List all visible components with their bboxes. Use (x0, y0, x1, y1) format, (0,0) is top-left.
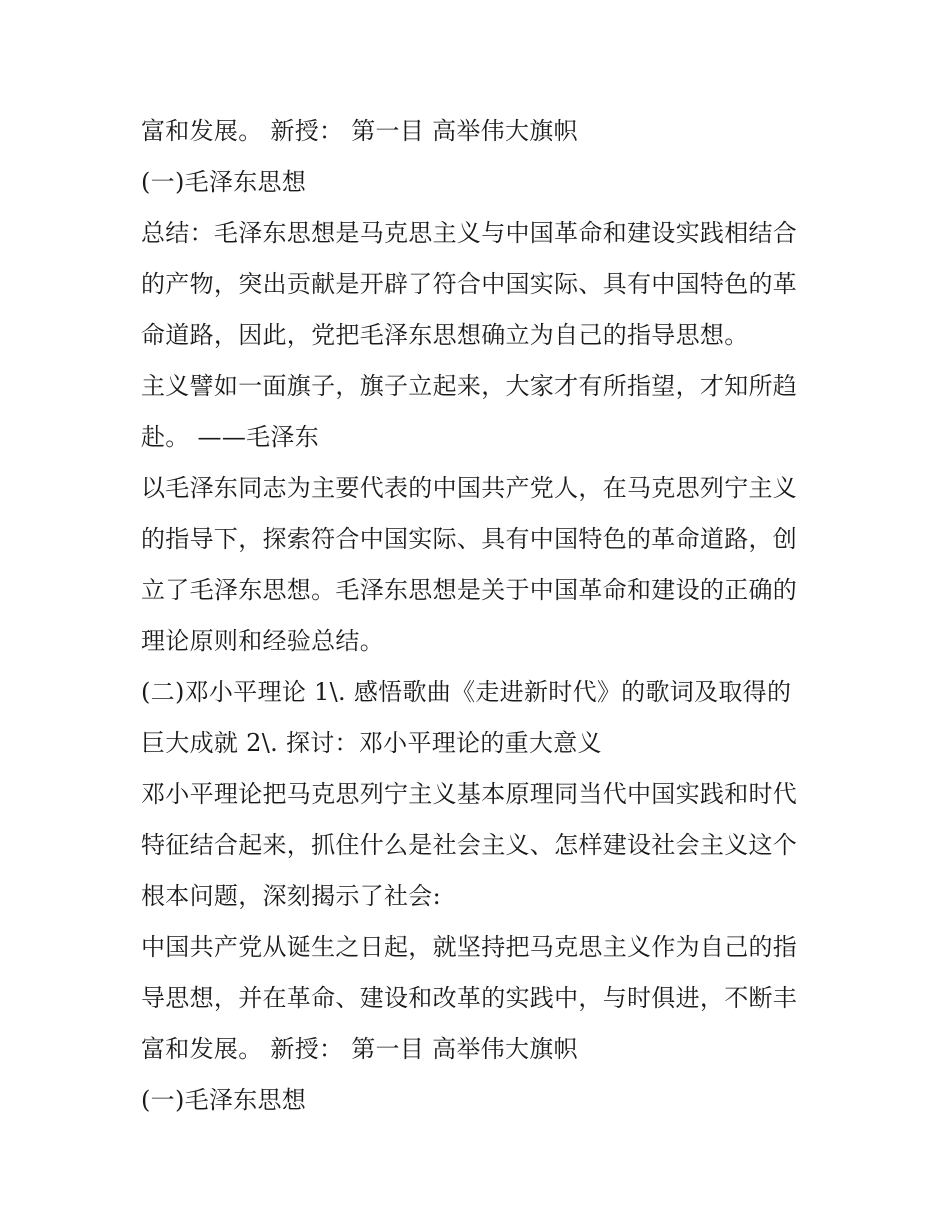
text-line: 根本问题，深刻揭示了社会: (141, 882, 441, 910)
document-body (141, 106, 821, 1126)
text-line: 富和发展。 新授： 第一目 高举伟大旗帜 (141, 117, 578, 145)
text-line: 特征结合起来，抓住什么是社会主义、怎样建设社会主义这个 (141, 831, 798, 859)
text-line: 立了毛泽东思想。毛泽东思想是关于中国革命和建设的正确的 (141, 576, 798, 604)
text-line: 的指导下，探索符合中国实际、具有中国特色的革命道路，创 (141, 525, 798, 553)
quote-attribution: 赴。 ——毛泽东 (141, 423, 320, 451)
text-line: 导思想，并在革命、建设和改革的实践中，与时俱进，不断丰 (141, 984, 798, 1012)
text-line: 总结：毛泽东思想是马克思主义与中国革命和建设实践相结合 (141, 219, 798, 247)
text-line: 命道路，因此，党把毛泽东思想确立为自己的指导思想。 (141, 321, 749, 349)
text-line: 的产物，突出贡献是开辟了符合中国实际、具有中国特色的革 (141, 270, 798, 298)
section-heading: (二)邓小平理论 1\. 感悟歌曲《走进新时代》的歌词及取得的 (141, 678, 792, 706)
text-line: 以毛泽东同志为主要代表的中国共产党人，在马克思列宁主义 (141, 474, 798, 502)
section-heading: (一)毛泽东思想 (141, 1086, 307, 1114)
quote-line: 主义譬如一面旗子，旗子立起来，大家才有所指望，才知所趋 (141, 372, 798, 400)
text-line: 理论原则和经验总结。 (141, 627, 384, 655)
text-line: 中国共产党从诞生之日起，就坚持把马克思主义作为自己的指 (141, 933, 798, 961)
text-line: 富和发展。 新授： 第一目 高举伟大旗帜 (141, 1035, 578, 1063)
text-line: 巨大成就 2\. 探讨：邓小平理论的重大意义 (141, 729, 602, 757)
text-line: 邓小平理论把马克思列宁主义基本原理同当代中国实践和时代 (141, 780, 798, 808)
section-heading: (一)毛泽东思想 (141, 168, 307, 196)
